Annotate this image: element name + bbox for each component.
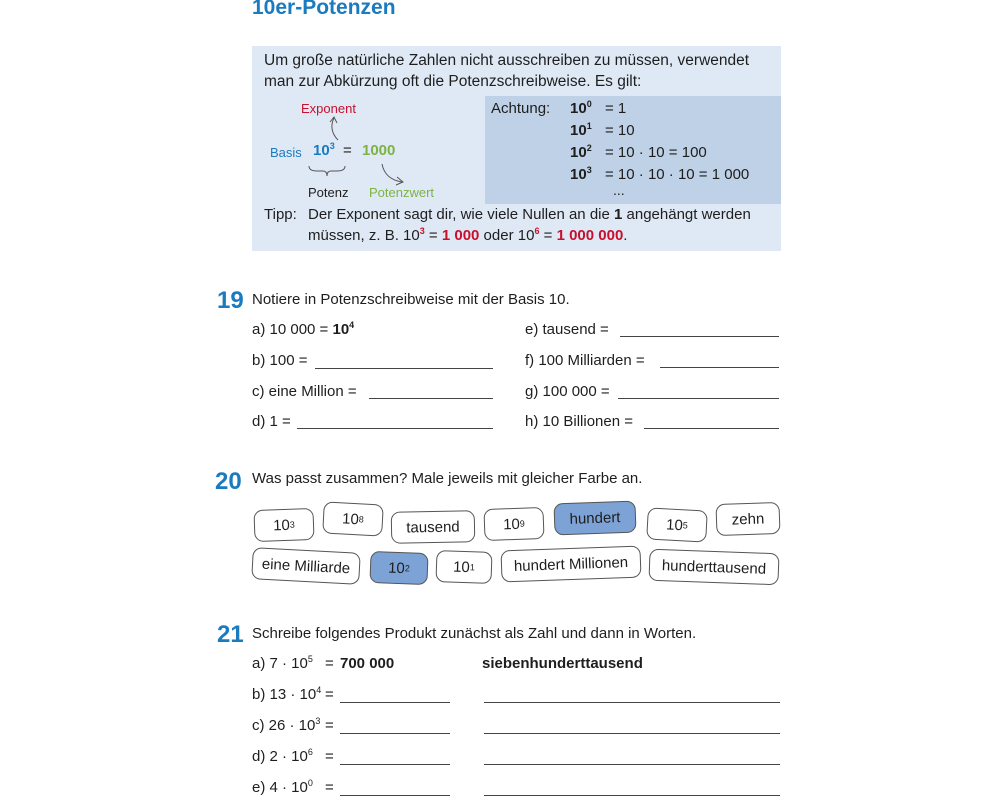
ex19-h: h) 10 Billionen = xyxy=(525,413,633,430)
ex21-b-label: b) $13 \cdot 10^4$ xyxy=(252,685,322,703)
ex19-b-answer-line[interactable] xyxy=(315,368,493,369)
card-10-9[interactable]: 10 9 xyxy=(483,507,544,541)
power-1: $10^1$ xyxy=(570,121,592,139)
ex21-d-label: d) $2 \cdot 10^6$ xyxy=(252,747,313,765)
card-hundert-millionen[interactable]: hundert Millionen xyxy=(500,546,641,583)
ex19-b: b) 100 = xyxy=(252,352,308,369)
tipp-label: Tipp: xyxy=(264,206,297,223)
ex19-d-answer-line[interactable] xyxy=(297,428,493,429)
exercise-21-instruction: Schreibe folgendes Produkt zunächst als Zahl und dann in Worten. xyxy=(252,625,697,642)
ex21-c-number-line[interactable] xyxy=(340,733,450,734)
ex21-a-number: 700 000 xyxy=(340,655,395,672)
ex21-e-words-line[interactable] xyxy=(484,795,780,796)
card-10-8[interactable]: 10 8 xyxy=(322,501,384,536)
card-tausend[interactable]: tausend xyxy=(391,510,476,543)
exercise-19-number: 19 xyxy=(217,287,244,314)
power-2: $10^2$ xyxy=(570,143,592,161)
potenz-brace-icon xyxy=(307,164,347,178)
info-box xyxy=(252,46,781,251)
ex21-c-label: c) $26 \cdot 10^3$ xyxy=(252,716,321,734)
card-hundert[interactable]: hundert xyxy=(553,501,636,536)
example-power: $10^3$ xyxy=(313,141,335,159)
achtung-panel xyxy=(485,96,781,204)
power-2-value: = 10 · 10 = 100 xyxy=(605,144,707,161)
exercise-20-number: 20 xyxy=(215,468,242,495)
example-value: 1000 xyxy=(362,142,396,159)
ex21-b-eq: = xyxy=(325,686,334,703)
exercise-19-instruction: Notiere in Potenzschreibweise mit der Basis 10. xyxy=(252,291,570,308)
ex21-b-words-line[interactable] xyxy=(484,702,780,703)
card-eine-milliarde[interactable]: eine Milliarde xyxy=(251,547,361,585)
ex21-e-number-line[interactable] xyxy=(340,795,450,796)
ex21-e-eq: = xyxy=(325,779,334,796)
card-hunderttausend[interactable]: hunderttausend xyxy=(648,549,779,586)
basis-label: Basis xyxy=(270,145,302,160)
ex21-d-number-line[interactable] xyxy=(340,764,450,765)
ex21-a-label: a) $7 \cdot 10^5$ xyxy=(252,654,313,672)
tipp-text: Der Exponent sagt dir, wie viele Nullen an die 1 angehängt werden müssen, z. B. $10^3 = 1$ 000 oder $10^6 = 1$ 000 000. xyxy=(308,206,751,244)
ex21-a-eq: = xyxy=(325,655,334,672)
ex21-e-label: e) $4 \cdot 10^0$ xyxy=(252,778,313,796)
ex19-c: c) eine Million = xyxy=(252,383,357,400)
exercise-21-number: 21 xyxy=(217,621,244,648)
exercise-20-instruction: Was passt zusammen? Male jeweils mit gleicher Farbe an. xyxy=(252,470,643,487)
ex19-e-answer-line[interactable] xyxy=(620,336,779,337)
power-3: $10^3$ xyxy=(570,165,592,183)
card-10-5[interactable]: 10 5 xyxy=(646,507,708,542)
example-equals: = xyxy=(343,142,352,159)
power-3-value: = 10 · 10 · 10 = 1 000 xyxy=(605,166,750,183)
potenz-label: Potenz xyxy=(308,185,349,200)
card-10-3[interactable]: 10 3 xyxy=(253,508,314,542)
ex19-g: g) 100 000 = xyxy=(525,383,610,400)
page-title: 10er-Potenzen xyxy=(252,0,396,19)
achtung-label: Achtung: xyxy=(491,100,551,117)
ex21-d-words-line[interactable] xyxy=(484,764,780,765)
ex19-e: e) tausend = xyxy=(525,321,609,338)
ex19-c-answer-line[interactable] xyxy=(369,398,493,399)
info-intro: Um große natürliche Zahlen nicht ausschreiben zu müssen, verwendet man zur Abkürzung oft die Potenzschreibweise. Es gilt: xyxy=(264,52,750,90)
power-0-value: = 1 xyxy=(605,100,627,117)
ex19-h-answer-line[interactable] xyxy=(644,428,779,429)
ex21-c-eq: = xyxy=(325,717,334,734)
potenzwert-arrow-icon xyxy=(380,162,410,186)
ex21-d-eq: = xyxy=(325,748,334,765)
card-10-2[interactable]: 10 2 xyxy=(369,551,428,585)
ex21-c-words-line[interactable] xyxy=(484,733,780,734)
ex19-f: f) 100 Milliarden = xyxy=(525,352,645,369)
ex19-g-answer-line[interactable] xyxy=(618,398,779,399)
exponent-arrow-icon xyxy=(324,116,354,142)
exponent-label: Exponent xyxy=(301,101,356,116)
potenzwert-label: Potenzwert xyxy=(369,185,435,200)
ex19-f-answer-line[interactable] xyxy=(660,367,779,368)
power-1-value: = 10 xyxy=(605,122,635,139)
ellipsis: ... xyxy=(613,182,625,198)
ex19-a: a) 10 $000 = 10^4$ xyxy=(252,320,355,338)
card-10-1[interactable]: 10 1 xyxy=(435,550,492,584)
ex21-b-number-line[interactable] xyxy=(340,702,450,703)
card-zehn[interactable]: zehn xyxy=(715,502,780,536)
power-0: $10^0$ xyxy=(570,99,592,117)
ex19-d: d) 1 = xyxy=(252,413,291,430)
ex21-a-words: siebenhunderttausend xyxy=(482,655,643,672)
